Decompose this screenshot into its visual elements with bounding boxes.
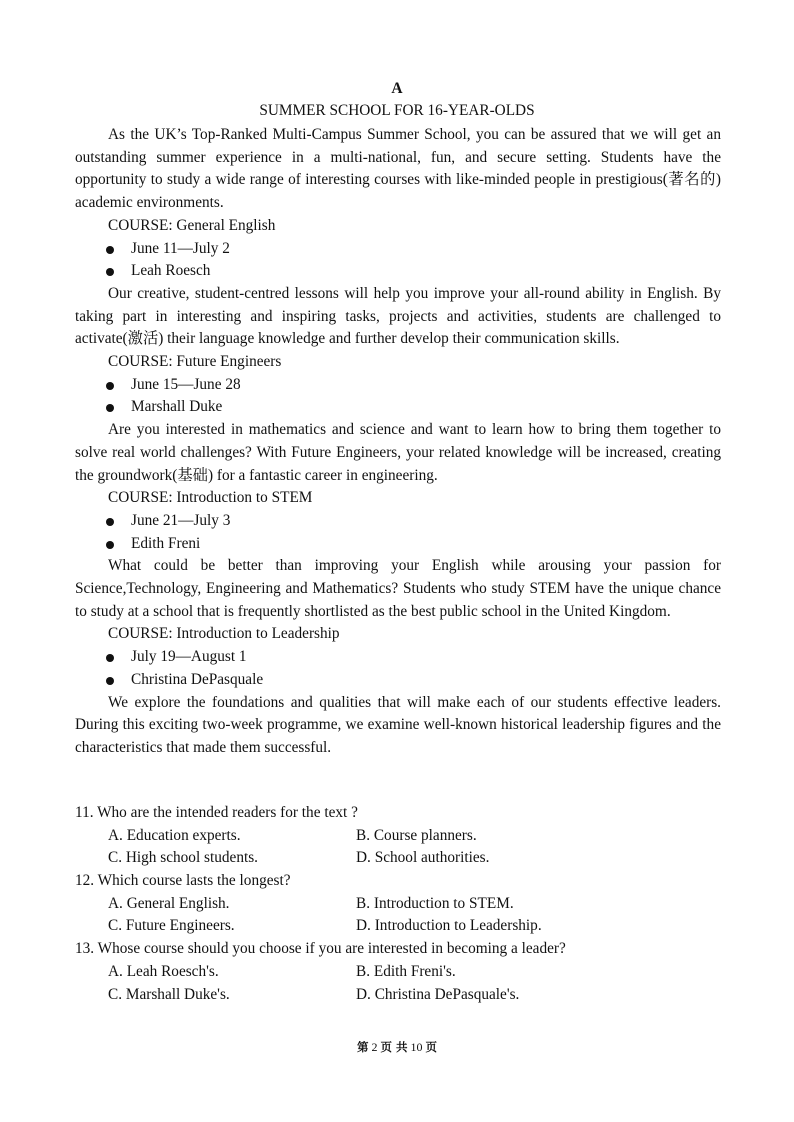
question-item [75, 938, 721, 1006]
course-description: We explore the foundations and qualities that will make each of our students effective leaders. During this exciting two-week programme, we examine well-known historical leadership figures and the characteristics that made them successful. [75, 693, 721, 756]
option-a: A. General English. [108, 894, 230, 912]
course-label: COURSE: Introduction to STEM [108, 489, 313, 507]
section-letter: A [391, 80, 403, 97]
course-label: COURSE: Introduction to Leadership [108, 625, 340, 643]
bullet-dot-icon [106, 518, 114, 526]
question-item [75, 802, 721, 870]
footer-total-pages: 10 [410, 1040, 423, 1054]
course-block [75, 623, 721, 759]
option-d: D. Christina DePasquale's. [356, 985, 520, 1003]
option-b: B. Introduction to STEM. [356, 894, 514, 912]
page-footer [0, 1039, 794, 1055]
option-c: C. Future Engineers. [108, 917, 235, 935]
option-b: B. Edith Freni's. [356, 962, 456, 980]
option-a: A. Education experts. [108, 826, 241, 844]
course-dates-text: June 11—July 2 [131, 239, 230, 257]
footer-middle: 页 共 [380, 1040, 408, 1054]
option-d: D. School authorities. [356, 849, 490, 867]
intro-paragraph: As the UK’s Top-Ranked Multi-Campus Summer School, you can be assured that we will get an outstanding summer experience in a multi-national, fun, and secure setting. Students have the opportunity to study a wide range of interesting courses with like-minded people in prestigious(著名的) academic environments. [75, 126, 721, 212]
course-dates [75, 646, 721, 669]
course-teacher [75, 533, 721, 556]
question-stem: 11. Who are the intended readers for the text ? [75, 804, 358, 821]
course-dates [75, 238, 721, 261]
course-description: Are you interested in mathematics and science and want to learn how to bring them together to solve real world challenges? With Future Engineers, your related knowledge will be increased, creating the groundwork(基础) for a fantastic career in engineering. [75, 421, 721, 484]
course-description: Our creative, student-centred lessons will help you improve your all-round ability in English. By taking part in interesting and inspiring tasks, projects and activities, students are challenged to activate(激活) their language knowledge and further develop their communication skills. [75, 284, 721, 348]
bullet-dot-icon [106, 382, 114, 390]
bullet-dot-icon [106, 541, 114, 549]
option-row [75, 984, 721, 1007]
passage-title: SUMMER SCHOOL FOR 16-YEAR-OLDS [259, 102, 535, 119]
bullet-dot-icon [106, 268, 114, 276]
course-dates [75, 374, 721, 397]
footer-page-number: 2 [371, 1040, 378, 1054]
reading-passage [75, 124, 721, 760]
question-stem: 12. Which course lasts the longest? [75, 872, 291, 890]
course-teacher-text: Edith Freni [131, 534, 201, 552]
question-item [75, 870, 721, 938]
option-c: C. High school students. [108, 849, 258, 867]
option-row [75, 893, 721, 916]
course-dates [75, 510, 721, 533]
option-c: C. Marshall Duke's. [108, 985, 230, 1003]
course-teacher-text: Marshall Duke [131, 398, 223, 416]
bullet-dot-icon [106, 246, 114, 254]
course-label: COURSE: Future Engineers [108, 353, 282, 371]
option-d: D. Introduction to Leadership. [356, 917, 542, 935]
bullet-dot-icon [106, 654, 114, 662]
course-description: What could be better than improving your English while arousing your passion for Science,Technology, Engineering and Mathematics? Students who study STEM have the unique chance to study at a school that is frequently shortlisted as the best public school in the United Kingdom. [75, 557, 721, 620]
course-block [75, 215, 721, 351]
bullet-dot-icon [106, 404, 114, 412]
question-list [75, 802, 721, 1006]
course-block [75, 351, 721, 487]
course-block [75, 487, 721, 623]
course-dates-text: June 15—June 28 [131, 375, 241, 393]
course-label: COURSE: General English [108, 216, 276, 234]
option-row [75, 825, 721, 848]
option-row [75, 961, 721, 984]
course-teacher [75, 260, 721, 283]
option-a: A. Leah Roesch's. [108, 962, 219, 980]
option-row [75, 847, 721, 870]
bullet-dot-icon [106, 677, 114, 685]
question-stem: 13. Whose course should you choose if you are interested in becoming a leader? [75, 940, 566, 958]
option-b: B. Course planners. [356, 826, 477, 844]
course-teacher-text: Leah Roesch [131, 262, 211, 280]
footer-prefix: 第 [356, 1040, 369, 1054]
course-teacher [75, 396, 721, 419]
course-dates-text: July 19—August 1 [131, 648, 247, 666]
course-teacher-text: Christina DePasquale [131, 670, 264, 688]
course-dates-text: June 21—July 3 [131, 511, 231, 529]
course-teacher [75, 669, 721, 692]
option-row [75, 915, 721, 938]
footer-suffix: 页 [425, 1040, 437, 1054]
